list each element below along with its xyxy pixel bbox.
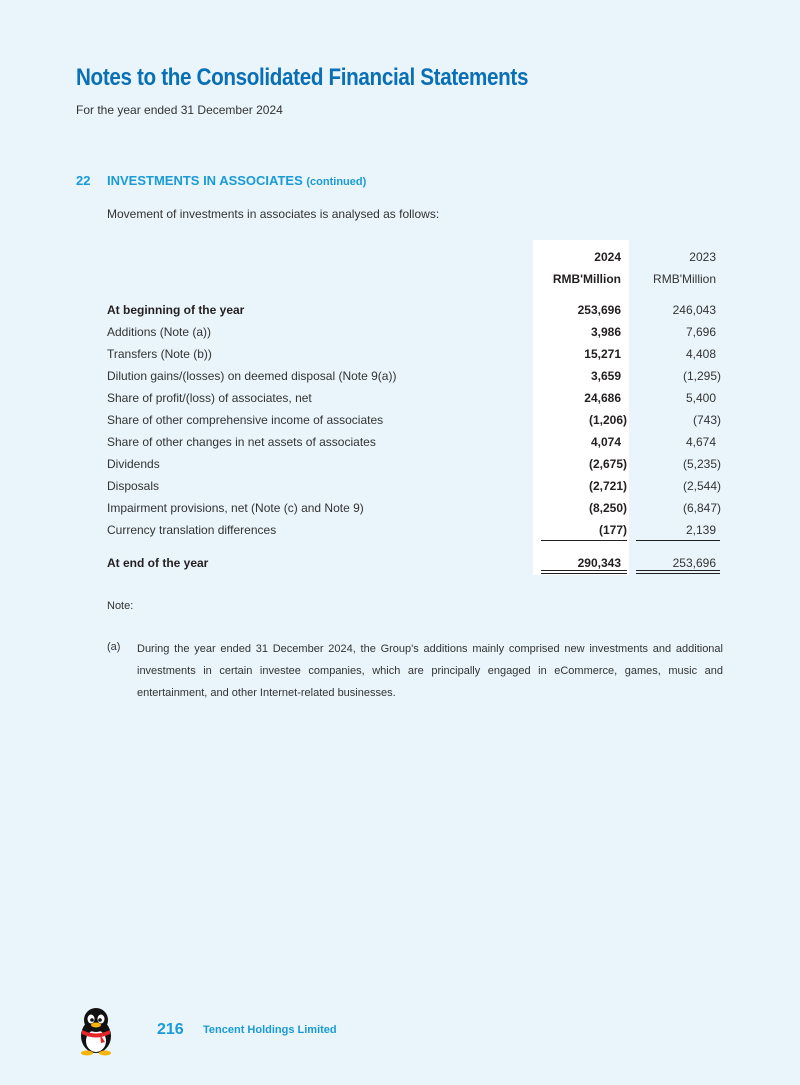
total-double-rule-2023 (636, 570, 720, 574)
row-label: Transfers (Note (b)) (107, 347, 212, 361)
value-2023: (6,847) (682, 501, 721, 515)
row-label: Dividends (107, 457, 160, 471)
notes-heading: Note: (107, 600, 134, 612)
value-2023: 253,696 (672, 556, 716, 570)
row-label: Disposals (107, 479, 160, 493)
col-2024-unit: RMB'Million (552, 272, 621, 286)
value-2024: 15,271 (584, 347, 621, 361)
table-row (0, 501, 800, 521)
row-label: Share of other changes in net assets of associates (107, 435, 376, 449)
section-intro: Movement of investments in associates is analysed as follows: (107, 207, 440, 221)
value-2024: 3,986 (590, 325, 621, 339)
value-2024: 3,659 (590, 369, 621, 383)
total-double-rule-2024 (541, 570, 627, 574)
table-row (0, 303, 800, 323)
value-2024: (2,675) (588, 457, 627, 471)
row-label: At end of the year (107, 556, 209, 570)
row-label: Share of other comprehensive income of associates (107, 413, 384, 427)
value-2023: (5,235) (682, 457, 721, 471)
value-2023: 2,139 (685, 523, 716, 537)
note-label: (a) (107, 641, 121, 653)
section-suffix: (continued) (306, 176, 367, 188)
subtotal-rule-2024 (541, 540, 627, 541)
section-heading (76, 173, 366, 188)
table-row (0, 391, 800, 411)
value-2024: 290,343 (577, 556, 621, 570)
row-label: Dilution gains/(losses) on deemed disposal (Note 9(a)) (107, 369, 397, 383)
value-2023: (2,544) (682, 479, 721, 493)
section-number: 22 (76, 173, 91, 188)
value-2023: 246,043 (672, 303, 716, 317)
row-label: At beginning of the year (107, 303, 245, 317)
value-2024: (2,721) (588, 479, 627, 493)
value-2023: 4,408 (685, 347, 716, 361)
value-2024: (1,206) (588, 413, 627, 427)
penguin-mascot-icon (74, 1006, 118, 1056)
row-label: Impairment provisions, net (Note (c) and Note 9) (107, 501, 364, 515)
value-2023: 4,674 (685, 435, 716, 449)
page-title: Notes to the Consolidated Financial Statements (76, 64, 529, 91)
table-row (0, 435, 800, 455)
col-2023-year: 2023 (689, 250, 716, 264)
value-2023: (1,295) (682, 369, 721, 383)
row-label: Share of profit/(loss) of associates, net (107, 391, 312, 405)
value-2024: (177) (598, 523, 627, 537)
table-row (0, 457, 800, 477)
section-title: INVESTMENTS IN ASSOCIATES (107, 173, 303, 188)
value-2023: 5,400 (685, 391, 716, 405)
table-row (0, 369, 800, 389)
col-2023-unit: RMB'Million (653, 272, 716, 286)
table-row (0, 347, 800, 367)
page-number: 216 (157, 1021, 184, 1038)
value-2024: (8,250) (588, 501, 627, 515)
table-row (0, 325, 800, 345)
value-2024: 4,074 (590, 435, 621, 449)
value-2024: 253,696 (577, 303, 621, 317)
note-text: During the year ended 31 December 2024, the Group's additions mainly comprised new investments and additional investments in certain investee companies, which are principally engaged in eCommerce, games, music and entertainment, and other Internet-related businesses. (137, 643, 723, 699)
subtotal-rule-2023 (636, 540, 720, 541)
value-2023: 7,696 (685, 325, 716, 339)
row-label: Additions (Note (a)) (107, 325, 212, 339)
row-label: Currency translation differences (107, 523, 277, 537)
value-2023: (743) (692, 413, 721, 427)
table-row (0, 413, 800, 433)
company-name: Tencent Holdings Limited (203, 1024, 337, 1036)
value-2024: 24,686 (584, 391, 621, 405)
page-subtitle: For the year ended 31 December 2024 (76, 103, 283, 117)
col-2024-year: 2024 (594, 250, 621, 264)
table-row (0, 479, 800, 499)
